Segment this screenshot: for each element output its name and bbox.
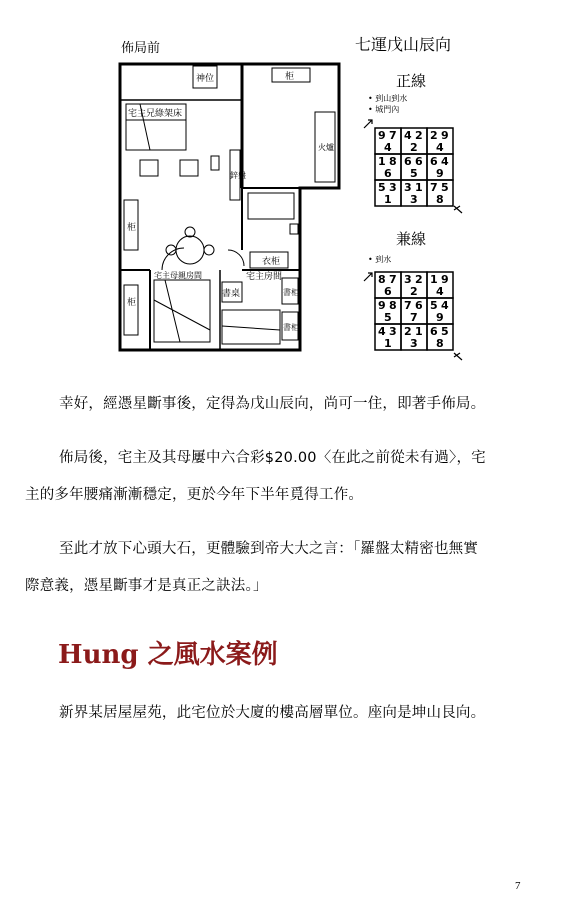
closing-paragraph: [25, 706, 545, 720]
star-number: 4: [441, 155, 449, 168]
paragraph-2: [25, 451, 545, 465]
star-number: 5: [384, 311, 392, 324]
altar-label: 神位: [196, 74, 215, 84]
star-number: 4: [436, 285, 444, 298]
star-number: 6: [415, 299, 423, 312]
star-number: 8: [389, 155, 397, 168]
star-number: 9: [436, 311, 444, 324]
star-number: 1: [384, 193, 392, 206]
floor-plan-walls: [120, 64, 339, 350]
star-number: 9: [378, 299, 386, 312]
star-number: 5: [430, 299, 438, 312]
star-number: 4: [441, 299, 449, 312]
bookshelf2-label: 書柜: [283, 323, 299, 332]
paragraph-3-line-2: 際意義，憑星斷事才是真正之訣法。」: [25, 578, 268, 594]
star-number: 1: [430, 273, 438, 286]
star-number: 6: [430, 155, 438, 168]
star-number: 6: [430, 325, 438, 338]
closing-line: 新界某居屋屋苑，此宅位於大廈的樓高層單位。座向是坤山艮向。: [59, 705, 486, 721]
chart-title: 七運戊山辰向: [355, 35, 452, 54]
zheng-flying-star-grid: [375, 128, 453, 206]
star-number: 2: [410, 141, 418, 154]
star-number: 1: [384, 337, 392, 350]
star-number: 1: [415, 325, 423, 338]
sink-label: 鋅盤: [230, 171, 246, 180]
furniture: [124, 66, 335, 344]
star-number: 8: [389, 299, 397, 312]
star-number: 3: [410, 337, 418, 350]
star-number: 3: [389, 325, 397, 338]
star-number: 9: [436, 167, 444, 180]
jian-flying-star-grid: [375, 272, 453, 350]
star-number: 7: [389, 273, 397, 286]
star-number: 2: [430, 129, 438, 142]
clothes-cabinet-label: 衣柜: [262, 257, 281, 267]
section-heading: Hung 之風水案例: [58, 640, 278, 670]
cabinet-left2-label: 柜: [127, 298, 137, 308]
feng-shui-figure-svg: [0, 0, 571, 370]
star-number: 8: [436, 337, 444, 350]
star-number: 6: [384, 285, 392, 298]
paragraph-1: [25, 397, 545, 411]
desk-label: 書桌: [222, 289, 241, 299]
paragraph-2-line-2: 主的多年腰痛漸漸穩定，更於今年下半年覓得工作。: [25, 487, 364, 503]
floor-plan-figure: [0, 0, 571, 370]
star-number: 7: [404, 299, 412, 312]
star-number: 4: [404, 129, 412, 142]
plan-title: 佈局前: [121, 41, 161, 56]
paragraph-3: [25, 542, 545, 556]
star-number: 8: [378, 273, 386, 286]
star-number: 6: [404, 155, 412, 168]
owner-room-label: 宅主房間: [246, 272, 283, 282]
star-number: 2: [415, 273, 423, 286]
mother-room-label: 宅主母親房間: [154, 271, 202, 280]
paragraph-3-cont: [25, 579, 545, 593]
star-number: 2: [415, 129, 423, 142]
cabinet-top-label: 柜: [285, 72, 295, 82]
paragraph-1-line-1: 幸好，經憑星斷事後，定得為戊山辰向，尚可一住，即著手佈局。: [59, 396, 486, 412]
star-number: 9: [378, 129, 386, 142]
star-number: 9: [441, 273, 449, 286]
zheng-title: 正線: [396, 72, 427, 90]
star-number: 5: [441, 325, 449, 338]
bookshelf1-label: 書柜: [283, 288, 299, 297]
jian-title: 兼線: [396, 230, 427, 248]
star-number: 4: [436, 141, 444, 154]
star-number: 9: [441, 129, 449, 142]
star-number: 1: [415, 181, 423, 194]
star-number: 4: [384, 141, 392, 154]
star-number: 3: [410, 193, 418, 206]
star-number: 6: [415, 155, 423, 168]
plan-labels: [127, 70, 334, 332]
paragraph-3-line-1: 至此才放下心頭大石，更體驗到帝大大之言：「羅盤太精密也無實: [59, 541, 479, 557]
star-number: 1: [378, 155, 386, 168]
star-number: 7: [410, 311, 418, 324]
star-number: 2: [410, 285, 418, 298]
star-number: 3: [389, 181, 397, 194]
stove-label: 火爐: [318, 143, 334, 152]
star-number: 3: [404, 273, 412, 286]
star-number: 4: [378, 325, 386, 338]
brothers-bed-label: 宅主兄綠架床: [128, 109, 183, 119]
star-number: 5: [378, 181, 386, 194]
paragraph-2-cont: [25, 488, 545, 502]
star-number: 7: [389, 129, 397, 142]
jian-note-1: • 到水: [368, 255, 392, 264]
star-number: 7: [430, 181, 438, 194]
star-number: 2: [404, 325, 412, 338]
star-number: 5: [441, 181, 449, 194]
page-number: 7: [515, 880, 521, 892]
zheng-note-2: • 城門內: [368, 105, 400, 114]
star-number: 3: [404, 181, 412, 194]
paragraph-2-line-1: 佈局後，宅主及其母屢中六合彩$20.00〈在此之前從未有過〉，宅: [59, 450, 486, 466]
star-number: 6: [384, 167, 392, 180]
star-number: 8: [436, 193, 444, 206]
cabinet-left-label: 柜: [127, 223, 137, 233]
zheng-note-1: • 到山到水: [368, 94, 408, 103]
star-number: 5: [410, 167, 418, 180]
